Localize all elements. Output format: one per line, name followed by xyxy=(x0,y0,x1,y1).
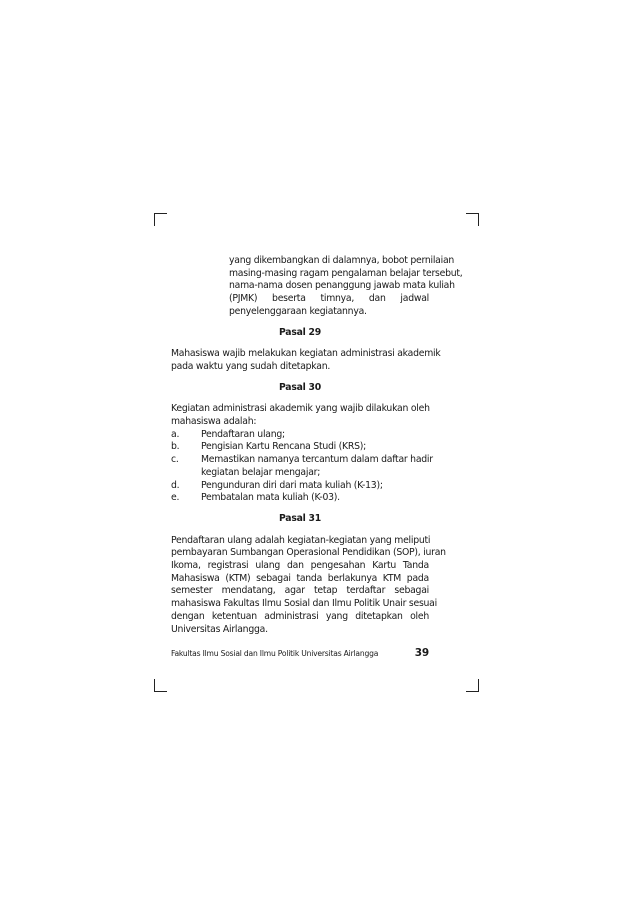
text-line: mahasiswa adalah: xyxy=(171,416,257,428)
list-item-text: Pembatalan mata kuliah (K-03). xyxy=(201,492,340,504)
list-item-label: e. xyxy=(171,492,180,504)
page-content xyxy=(171,255,463,640)
text-line: Ikoma, registrasi ulang dan pengesahan Kartu Tanda xyxy=(171,560,429,572)
text-line: dengan ketentuan administrasi yang ditetapkan oleh xyxy=(171,610,429,622)
text-line: nama-nama dosen penanggung jawab mata kuliah xyxy=(229,280,455,292)
text-line: Mahasiswa wajib melakukan kegiatan administrasi akademik xyxy=(171,348,441,360)
text-line: Pendaftaran ulang adalah kegiatan-kegiatan yang meliputi xyxy=(171,534,431,546)
crop-mark-top-right xyxy=(466,213,479,226)
text-line: mahasiswa Fakultas Ilmu Sosial dan Ilmu Politik Unair sesuai xyxy=(171,598,437,610)
pasal-30-heading: Pasal 30 xyxy=(278,381,321,393)
continued-list-text xyxy=(171,255,463,319)
text-line: Mahasiswa (KTM) sebagai tanda berlakunya KTM pada xyxy=(171,572,429,584)
text-line: pembayaran Sumbangan Operasional Pendidikan (SOP), iuran xyxy=(171,547,446,559)
text-line: pada waktu yang sudah ditetapkan. xyxy=(171,360,331,372)
text-line: (PJMK) beserta timnya, dan jadwal xyxy=(229,293,429,305)
list-item-label: c. xyxy=(171,454,179,466)
list-item xyxy=(171,441,429,454)
text-line: yang dikembangkan di dalamnya, bobot pernilaian xyxy=(229,255,455,266)
list-item-text: Memastikan namanya tercantum dalam daftar hadir xyxy=(201,454,433,466)
pasal-31-heading: Pasal 31 xyxy=(278,512,321,524)
list-item xyxy=(171,454,433,479)
list-item xyxy=(171,429,429,442)
list-item-label: b. xyxy=(171,441,180,453)
list-item xyxy=(171,492,429,505)
crop-mark-bottom-right xyxy=(466,679,479,692)
pasal-30-text xyxy=(171,403,433,505)
footer-text: Fakultas Ilmu Sosial dan Ilmu Politik Universitas Airlangga xyxy=(171,649,379,658)
page-footer xyxy=(171,647,429,661)
list-item-label: d. xyxy=(171,479,180,491)
text-line: masing-masing ragam pengalaman belajar tersebut, xyxy=(229,267,463,279)
list-item-text: Pendaftaran ulang; xyxy=(201,428,285,440)
text-line: Universitas Airlangga. xyxy=(171,623,268,635)
text-line: penyelenggaraan kegiatannya. xyxy=(229,305,367,317)
list-item-text: Pengisian Kartu Rencana Studi (KRS); xyxy=(201,441,367,453)
list-item-label: a. xyxy=(171,428,180,440)
crop-mark-bottom-left xyxy=(154,679,167,692)
page-number: 39 xyxy=(414,647,429,659)
pasal-29-heading: Pasal 29 xyxy=(278,326,321,338)
list-item xyxy=(171,480,429,493)
text-line: Kegiatan administrasi akademik yang wajib dilakukan oleh xyxy=(171,403,430,415)
pasal-31-text xyxy=(171,534,446,637)
pasal-29-text xyxy=(171,348,441,373)
text-line: semester mendatang, agar tetap terdaftar sebagai xyxy=(171,585,429,597)
list-item-text: kegiatan belajar mengajar; xyxy=(201,466,321,478)
crop-mark-top-left xyxy=(154,213,167,226)
list-item-text: Pengunduran diri dari mata kuliah (K-13); xyxy=(201,479,383,491)
